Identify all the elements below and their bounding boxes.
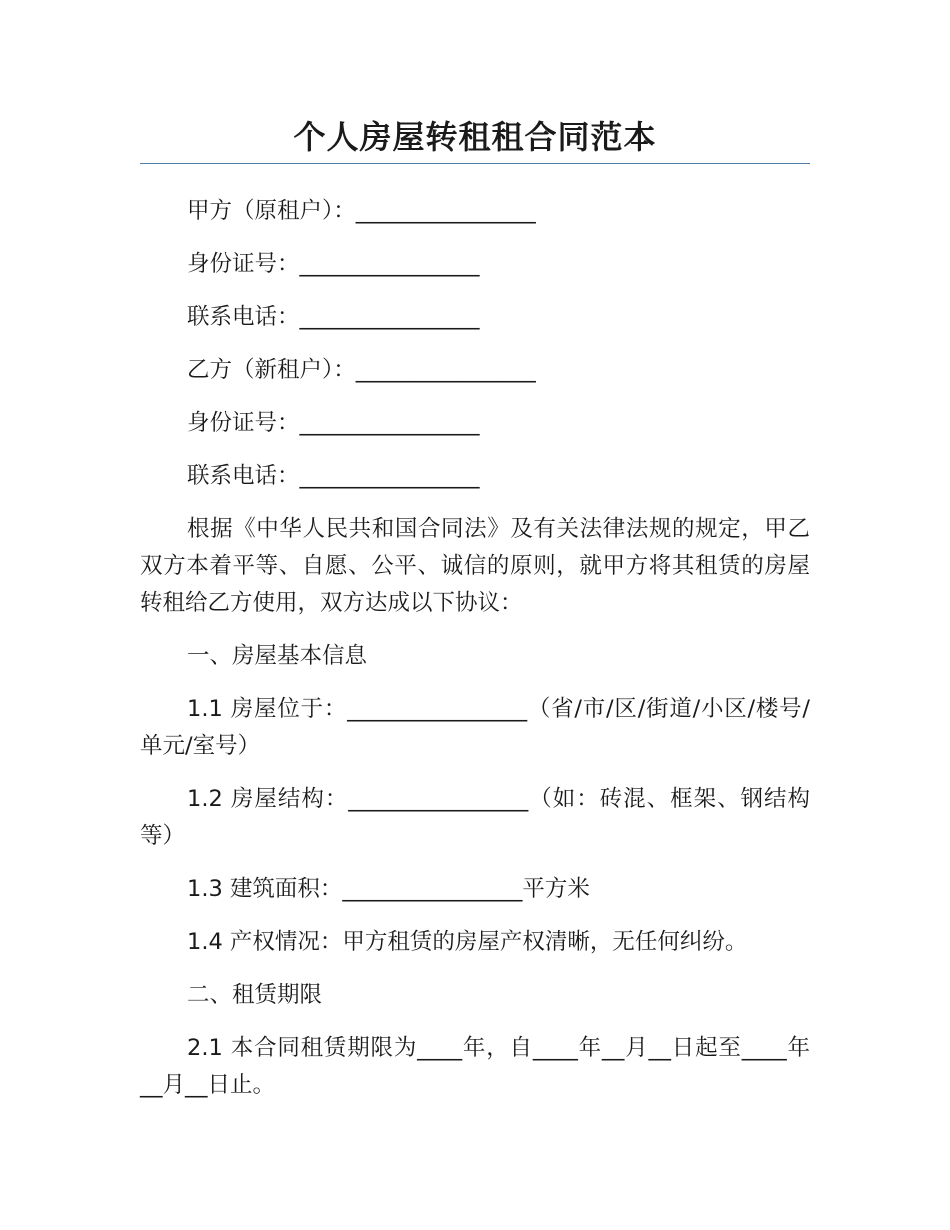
preamble-paragraph: 根据《中华人民共和国合同法》及有关法律法规的规定，甲乙双方本着平等、自愿、公平、诚信的原则，就甲方将其租赁的房屋转租给乙方使用，双方达成以下协议： [140, 516, 810, 616]
title-divider [140, 163, 810, 164]
party-a-name-field: 甲方（原租户）：________________ [187, 198, 536, 224]
clause-1-1: 1.1 房屋位于：________________（省/市/区/街道/小区/楼号/单元/室号） [140, 696, 810, 759]
party-b-id-field: 身份证号：________________ [187, 410, 480, 436]
party-a-phone-field: 联系电话：________________ [187, 304, 480, 330]
party-b-phone-field: 联系电话：________________ [187, 463, 480, 489]
document-title: 个人房屋转租租合同范本 [293, 118, 657, 156]
clause-1-2: 1.2 房屋结构：________________（如：砖混、框架、钢结构等） [140, 786, 810, 849]
clause-2-1: 2.1 本合同租赁期限为____年，自____年__月__日起至____年__月__日止。 [140, 1035, 810, 1098]
party-a-id-field: 身份证号：________________ [187, 251, 480, 277]
party-b-name-field: 乙方（新租户）：________________ [187, 357, 536, 383]
clause-1-4: 1.4 产权情况：甲方租赁的房屋产权清晰，无任何纠纷。 [187, 929, 748, 955]
section-heading-2: 二、租赁期限 [187, 982, 323, 1008]
document-body [140, 193, 810, 1120]
clause-1-3: 1.3 建筑面积：________________平方米 [187, 876, 590, 902]
section-heading-1: 一、房屋基本信息 [187, 643, 368, 669]
